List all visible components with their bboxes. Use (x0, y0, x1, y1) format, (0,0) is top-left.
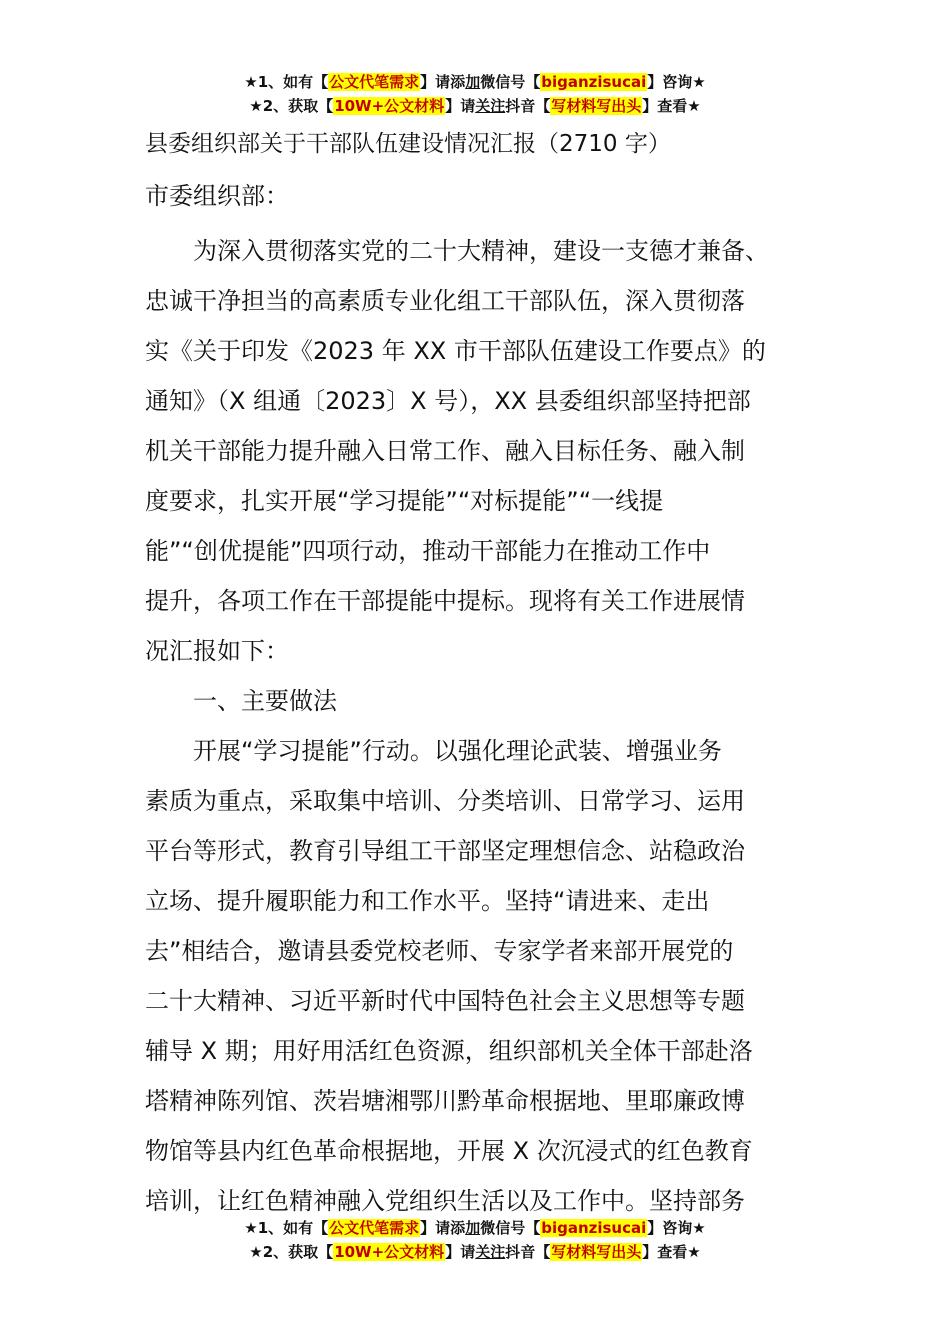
text-line: 度要求，扎实开展“学习提能”“对标提能”“一线提 (145, 487, 664, 515)
banner-line-1 (0, 70, 950, 94)
text-line: 机关干部能力提升融入日常工作、融入目标任务、融入制 (145, 437, 745, 465)
banner-text: 】请添 (420, 73, 466, 91)
text-line: 开展“学习提能”行动。以强化理论武装、增强业务 (193, 737, 722, 765)
body-text (145, 226, 825, 1226)
banner-highlight: 公文代笔需求 (329, 73, 420, 91)
banner-text: ★1、如有【 (244, 1219, 329, 1237)
text-line: 去”相结合，邀请县委党校老师、专家学者来部开展党的 (145, 937, 734, 965)
banner-text: 】查看★ (642, 1243, 701, 1261)
text-line: 二十大精神、习近平新时代中国特色社会主义思想等专题 (145, 987, 745, 1015)
banner-highlight: 写材料写出头 (551, 97, 642, 115)
bottom-banner (0, 1216, 950, 1264)
text-line: 物馆等县内红色革命根据地，开展 X 次沉浸式的红色教育 (145, 1137, 753, 1165)
banner-line-1 (0, 1216, 950, 1240)
section-heading: 一、主要做法 (193, 687, 337, 715)
banner-text: 】请 (445, 1243, 476, 1261)
top-banner (0, 70, 950, 118)
banner-text: 】请 (445, 97, 476, 115)
text-line: 为深入贯彻落实党的二十大精神，建设一支德才兼备、 (193, 237, 769, 265)
banner-text: 】查看★ (642, 97, 701, 115)
banner-highlight: biganzisucai (541, 73, 647, 91)
text-line: 提升，各项工作在干部提能中提标。现将有关工作进展情 (145, 587, 745, 615)
banner-text: 】咨询★ (647, 1219, 706, 1237)
banner-underlined: 关注 (475, 1243, 506, 1261)
text-line: 培训，让红色精神融入党组织生活以及工作中。坚持部务 (145, 1187, 745, 1215)
text-line: 辅导 X 期；用好用活红色资源，组织部机关全体干部赴洛 (145, 1037, 753, 1065)
banner-text: 微信号【 (480, 1219, 541, 1237)
banner-line-2 (0, 1240, 950, 1264)
text-line: 通知》（X 组通〔2023〕X 号），XX 县委组织部坚持把部 (145, 387, 751, 415)
salutation: 市委组织部： (145, 182, 289, 210)
text-line: 忠诚干净担当的高素质专业化组工干部队伍，深入贯彻落 (145, 287, 745, 315)
text-line: 实《关于印发《2023 年 XX 市干部队伍建设工作要点》的 (145, 337, 766, 365)
banner-text: 】请添 (420, 1219, 466, 1237)
text-line: 况汇报如下： (145, 637, 289, 665)
banner-underlined: 加 (465, 1219, 481, 1237)
banner-highlight: 10W+公文材料 (334, 97, 445, 115)
text-line: 能”“创优提能”四项行动，推动干部能力在推动工作中 (145, 537, 711, 565)
banner-text: 抖音【 (505, 97, 551, 115)
text-line: 素质为重点，采取集中培训、分类培训、日常学习、运用 (145, 787, 745, 815)
banner-highlight: biganzisucai (541, 1219, 647, 1237)
text-line: 塔精神陈列馆、茨岩塘湘鄂川黔革命根据地、里耶廉政博 (145, 1087, 745, 1115)
banner-line-2 (0, 94, 950, 118)
banner-text: ★2、获取【 (249, 97, 334, 115)
banner-highlight: 写材料写出头 (551, 1243, 642, 1261)
banner-highlight: 公文代笔需求 (329, 1219, 420, 1237)
banner-underlined: 关注 (475, 97, 506, 115)
document-title: 县委组织部关于干部队伍建设情况汇报（2710 字） (145, 131, 671, 157)
banner-text: ★2、获取【 (249, 1243, 334, 1261)
banner-underlined: 加 (465, 73, 481, 91)
banner-text: 抖音【 (505, 1243, 551, 1261)
text-line: 立场、提升履职能力和工作水平。坚持“请进来、走出 (145, 887, 710, 915)
banner-highlight: 10W+公文材料 (334, 1243, 445, 1261)
document-body (145, 126, 825, 1226)
banner-text: ★1、如有【 (244, 73, 329, 91)
banner-text: 】咨询★ (647, 73, 706, 91)
text-line: 平台等形式，教育引导组工干部坚定理想信念、站稳政治 (145, 837, 745, 865)
banner-text: 微信号【 (480, 73, 541, 91)
